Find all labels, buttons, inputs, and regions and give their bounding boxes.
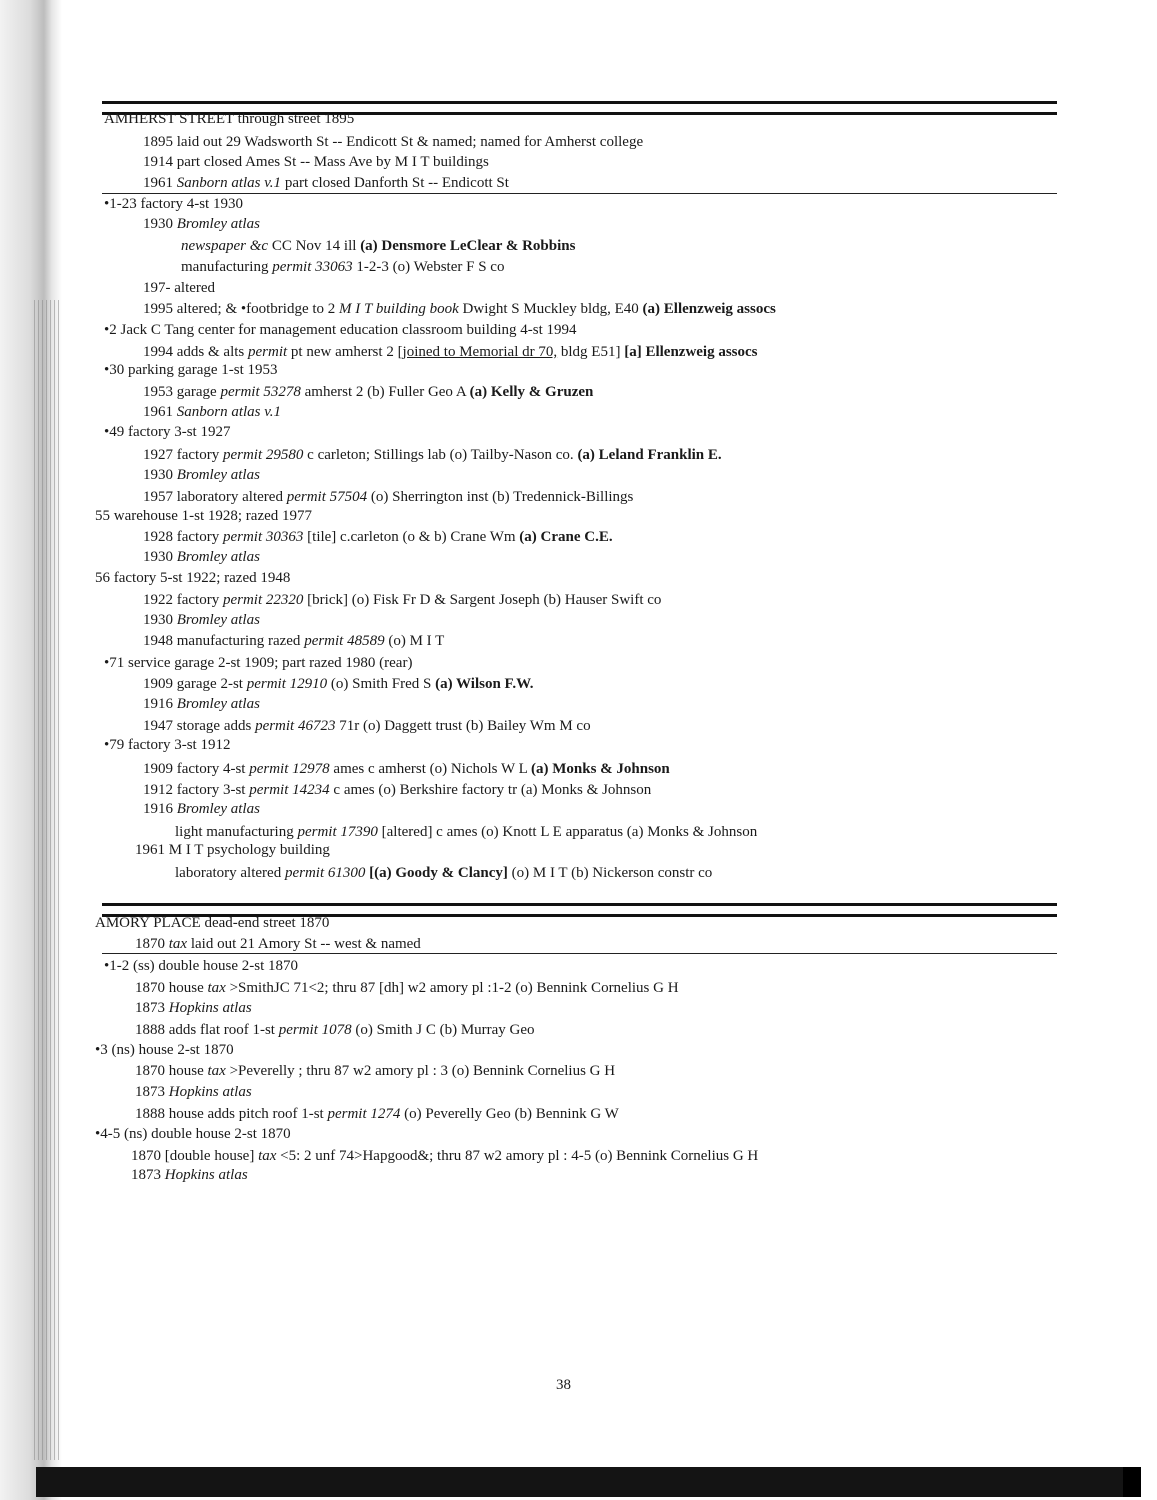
text-run: 1888 house adds pitch roof 1-st [135, 1106, 328, 1122]
text-run: (o) Smith J C (b) Murray Geo [351, 1022, 535, 1038]
text-run: 1930 [143, 612, 177, 628]
record-line [143, 547, 260, 567]
bold-run: (a) Crane C.E. [519, 529, 613, 545]
address-entry [95, 506, 312, 526]
record-line [143, 214, 260, 234]
text-run: 1922 factory [143, 592, 223, 608]
text-run: 1930 [143, 467, 177, 483]
record-line [143, 527, 613, 547]
record-line [143, 445, 722, 465]
italic-run: permit 12978 [249, 761, 330, 777]
text-run: 1888 adds flat roof 1-st [135, 1022, 279, 1038]
address-entry [104, 320, 577, 340]
bold-run: (a) Wilson F.W. [435, 676, 534, 692]
text-run: 1870 house [135, 1063, 208, 1079]
italic-run: tax [168, 936, 188, 952]
record-line [135, 1104, 619, 1124]
text-run: 1961 [143, 175, 177, 191]
text-run: •1-2 (ss) double house 2-st 1870 [104, 958, 298, 974]
text-run: •3 (ns) house 2-st 1870 [95, 1042, 234, 1058]
address-entry [95, 1124, 291, 1144]
text-run: 1909 garage 2-st [143, 676, 247, 692]
text-run: 1995 altered; & •footbridge to 2 [143, 301, 340, 317]
text-run: 1870 [double house] [131, 1148, 259, 1164]
text-run: >Peverelly ; thru 87 w2 amory pl : 3 (o) Bennink Cornelius G H [225, 1063, 616, 1079]
text-run: <5: 2 unf 74>Hapgood&; thru 87 w2 amory pl : 4-5 (o) Bennink Cornelius G H [276, 1148, 759, 1164]
text-run: 1947 storage adds [143, 718, 256, 734]
text-run: •1-23 factory 4-st 1930 [104, 196, 243, 212]
text-run: 56 factory 5-st 1922; razed 1948 [95, 570, 291, 586]
address-entry [95, 1040, 234, 1060]
text-run: part closed Danforth St -- Endicott St [281, 175, 509, 191]
record-line [143, 465, 260, 485]
text-run: 1948 manufacturing razed [143, 633, 305, 649]
record-line [143, 402, 281, 422]
address-entry [104, 956, 298, 976]
bold-run: (a) Ellenzweig assocs [642, 301, 776, 317]
bold-run: (a) Monks & Johnson [531, 761, 670, 777]
amherst-history-rule [102, 193, 1057, 194]
bold-run: (a) Densmore LeClear & Robbins [360, 238, 576, 254]
record-line [143, 759, 670, 779]
page-number: 38 [556, 1377, 571, 1393]
italic-run: M I T building book [339, 301, 459, 317]
record-line [131, 1146, 758, 1166]
italic-run: permit [248, 344, 288, 360]
text-run: light manufacturing [175, 824, 298, 840]
address-entry [104, 194, 243, 214]
history-line [143, 173, 509, 193]
record-line [135, 998, 252, 1018]
text-run: 1873 [135, 1084, 169, 1100]
italic-run: Hopkins atlas [164, 1167, 248, 1183]
binding-shadow-lines [34, 300, 60, 1460]
italic-run: Bromley atlas [176, 549, 260, 565]
text-run: (o) Sherrington inst (b) Tredennick-Billings [367, 489, 634, 505]
amory-place-title: AMORY PLACE dead-end street 1870 [95, 915, 330, 931]
italic-run: permit 48589 [304, 633, 385, 649]
record-line [135, 1082, 252, 1102]
record-line [143, 382, 593, 402]
bold-run: [a] Ellenzweig assocs [624, 344, 758, 360]
text-run: 1870 house [135, 980, 208, 996]
text-run: (o) M I T [384, 633, 445, 649]
text-run: Dwight S Muckley bldg, E40 [458, 301, 643, 317]
record-line [143, 299, 776, 319]
text-run: [altered] c ames (o) Knott L E apparatus (a) Monks & Johnson [377, 824, 758, 840]
italic-run: permit 1274 [327, 1106, 401, 1122]
italic-run: tax [207, 1063, 226, 1079]
text-run: •30 parking garage 1-st 1953 [104, 362, 278, 378]
italic-run: Bromley atlas [176, 801, 260, 817]
record-line [143, 799, 260, 819]
bold-run: (a) Kelly & Gruzen [469, 384, 594, 400]
italic-run: permit 22320 [222, 592, 304, 608]
scanned-binding-edge [0, 0, 62, 1500]
text-run: amherst 2 (b) Fuller Geo A [300, 384, 470, 400]
italic-run: permit 30363 [222, 529, 304, 545]
italic-run: permit 61300 [284, 865, 366, 881]
italic-run: Bromley atlas [176, 612, 260, 628]
text-run: 1994 adds & alts [143, 344, 248, 360]
text-run: 1-2-3 (o) Webster F S co [352, 259, 505, 275]
text-run: •4-5 (ns) double house 2-st 1870 [95, 1126, 291, 1142]
text-run: 1930 [143, 549, 177, 565]
address-entry [104, 653, 412, 673]
italic-run: Bromley atlas [176, 696, 260, 712]
text-run: 1916 [143, 696, 177, 712]
text-run: 1916 [143, 801, 177, 817]
italic-run: Sanborn atlas v.1 [176, 404, 282, 420]
italic-run: Hopkins atlas [168, 1084, 252, 1100]
italic-run: permit 53278 [220, 384, 301, 400]
italic-run: Hopkins atlas [168, 1000, 252, 1016]
text-run: pt new amherst 2 [287, 344, 398, 360]
text-run: 1895 laid out 29 Wadsworth St -- Endicott St & named; named for Amherst college [143, 134, 644, 150]
record-line [143, 342, 758, 362]
text-run: (o) Smith Fred S [327, 676, 436, 692]
record-line [135, 1061, 615, 1081]
italic-run: permit 46723 [255, 718, 336, 734]
text-run: •2 Jack C Tang center for management education classroom building 4-st 1994 [104, 322, 577, 338]
record-line [143, 590, 661, 610]
record-line [131, 1165, 248, 1185]
text-run: c ames (o) Berkshire factory tr (a) Monks & Johnson [329, 782, 652, 798]
scan-bottom-edge [36, 1467, 1141, 1497]
record-line [143, 487, 633, 507]
bold-run: [(a) Goody & Clancy] [369, 865, 508, 881]
text-run: manufacturing [181, 259, 273, 275]
record-detail-line [175, 863, 712, 883]
text-run: 1873 [131, 1167, 165, 1183]
italic-run: Bromley atlas [176, 216, 260, 232]
text-run: CC Nov 14 ill [268, 238, 361, 254]
text-run: [tile] c.carleton (o & b) Crane Wm [303, 529, 520, 545]
history-line [143, 132, 643, 152]
history-line [135, 934, 421, 954]
record-line [135, 978, 679, 998]
bold-run: (a) Leland Franklin E. [577, 447, 722, 463]
text-run: 1870 [135, 936, 169, 952]
text-run: 1914 part closed Ames St -- Mass Ave by M I T buildings [143, 154, 489, 170]
text-run: 1953 garage [143, 384, 221, 400]
record-line [143, 780, 651, 800]
record-line [143, 631, 444, 651]
italic-run: Bromley atlas [176, 467, 260, 483]
italic-run: permit 17390 [297, 824, 378, 840]
italic-run: permit 57504 [286, 489, 368, 505]
text-run: (o) Peverelly Geo (b) Bennink G W [400, 1106, 619, 1122]
text-run: 71r (o) Daggett trust (b) Bailey Wm M co [335, 718, 591, 734]
italic-run: permit 12910 [246, 676, 328, 692]
history-line [143, 152, 489, 172]
text-run: •71 service garage 2-st 1909; part razed 1980 (rear) [104, 655, 413, 671]
italic-run: Sanborn atlas v.1 [176, 175, 282, 191]
text-run: 197- altered [143, 280, 216, 296]
text-run: c carleton; Stillings lab (o) Tailby-Nason co. [303, 447, 578, 463]
text-run: •49 factory 3-st 1927 [104, 424, 231, 440]
text-run: 55 warehouse 1-st 1928; razed 1977 [95, 508, 313, 524]
text-run: 1930 [143, 216, 177, 232]
address-entry [104, 422, 230, 442]
text-run: 1873 [135, 1000, 169, 1016]
text-run: [brick] (o) Fisk Fr D & Sargent Joseph (b) Hauser Swift co [303, 592, 662, 608]
record-line [143, 674, 533, 694]
text-run: 1928 factory [143, 529, 223, 545]
record-line [143, 716, 591, 736]
text-run: 1961 [143, 404, 177, 420]
text-run: 1961 M I T psychology building [135, 842, 330, 858]
text-run: >SmithJC 71<2; thru 87 [dh] w2 amory pl :1-2 (o) Bennink Cornelius G H [225, 980, 679, 996]
italic-run: permit 33063 [272, 259, 353, 275]
text-run: laboratory altered [175, 865, 285, 881]
italic-run: permit 14234 [249, 782, 330, 798]
text-run: (o) M I T (b) Nickerson constr co [507, 865, 713, 881]
italic-run: newspaper &c [181, 238, 269, 254]
record-detail-line [181, 257, 504, 277]
text-run: 1909 factory 4-st [143, 761, 250, 777]
record-detail-line [181, 236, 575, 256]
text-run: ames c amherst (o) Nichols W L [329, 761, 531, 777]
address-entry [95, 568, 290, 588]
record-line [135, 840, 330, 860]
text-run: •79 factory 3-st 1912 [104, 737, 231, 753]
text-run: laid out 21 Amory St -- west & named [187, 936, 421, 952]
italic-run: permit 1078 [278, 1022, 352, 1038]
record-line [143, 610, 260, 630]
amherst-street-title: AMHERST STREET through street 1895 [104, 111, 355, 127]
record-line [135, 1020, 535, 1040]
record-detail-line [175, 822, 757, 842]
text-run: 1912 factory 3-st [143, 782, 250, 798]
address-entry [104, 735, 230, 755]
italic-run: tax [207, 980, 226, 996]
underlined-run: [joined to Memorial dr 70, [397, 344, 558, 360]
text-run: 1957 laboratory altered [143, 489, 287, 505]
record-line [143, 278, 215, 298]
address-entry [104, 360, 278, 380]
record-line [143, 694, 260, 714]
italic-run: permit 29580 [222, 447, 304, 463]
text-run: bldg E51] [557, 344, 625, 360]
italic-run: tax [258, 1148, 277, 1164]
text-run: 1927 factory [143, 447, 223, 463]
